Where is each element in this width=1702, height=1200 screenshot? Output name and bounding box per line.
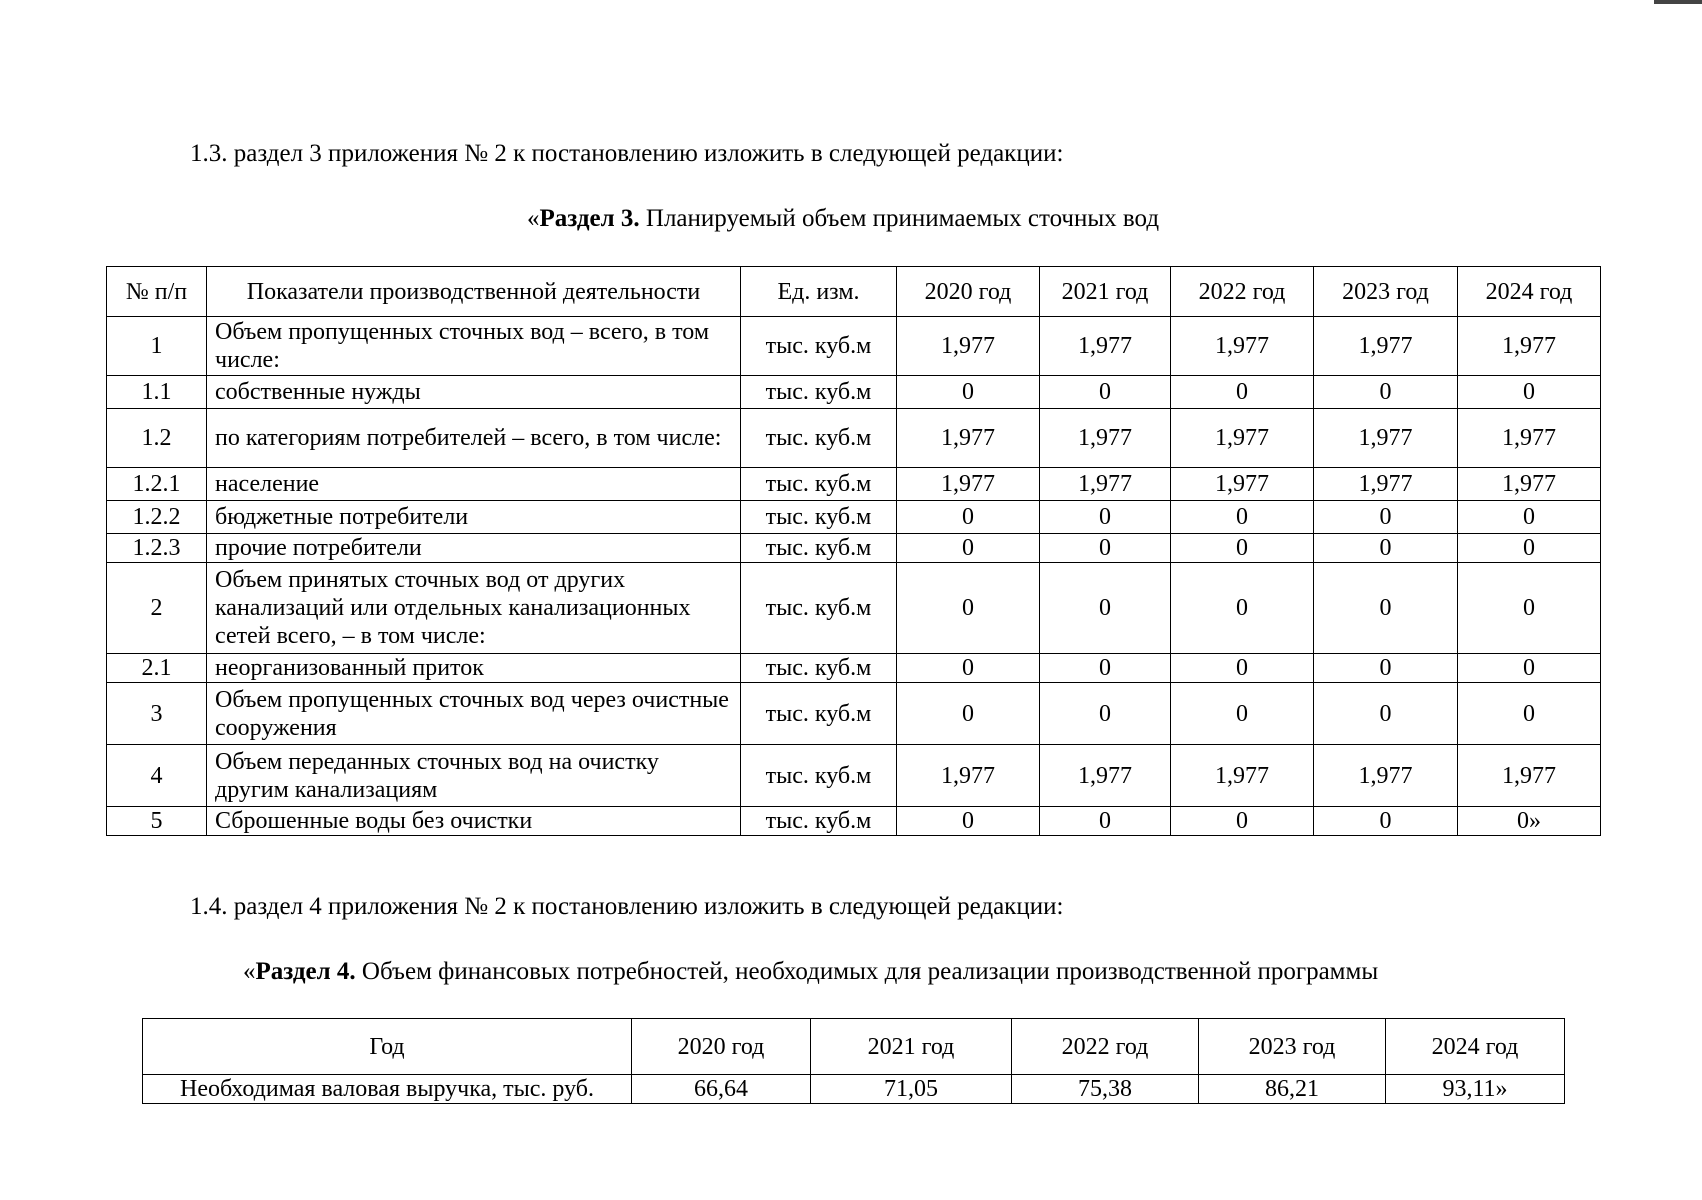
value-cell: 0: [1040, 807, 1171, 836]
value-cell: 1,977: [1171, 317, 1314, 376]
col-header-2020: 2020 год: [632, 1019, 811, 1075]
value-cell: 0: [1458, 501, 1601, 534]
value-cell: 0: [897, 807, 1040, 836]
value-cell: 66,64: [632, 1075, 811, 1104]
row-number: 1.2.2: [107, 501, 207, 534]
table-row: [107, 376, 1601, 409]
row-number: 1: [107, 317, 207, 376]
value-cell: 93,11»: [1386, 1075, 1565, 1104]
col-header-2024: 2024 год: [1458, 267, 1601, 317]
value-cell: 0: [1040, 501, 1171, 534]
value-cell: 0: [897, 376, 1040, 409]
value-cell: 1,977: [1314, 745, 1458, 807]
value-cell: 0: [897, 683, 1040, 745]
table-row: [107, 563, 1601, 654]
unit-cell: тыс. куб.м: [741, 501, 897, 534]
value-cell: 0: [1314, 376, 1458, 409]
value-cell: 0: [1458, 654, 1601, 683]
table-row: [107, 654, 1601, 683]
wastewater-volume-table: [106, 266, 1601, 836]
value-cell: 1,977: [1171, 409, 1314, 468]
col-header-2022: 2022 год: [1171, 267, 1314, 317]
value-cell: 1,977: [1040, 468, 1171, 501]
table-header-row: [107, 267, 1601, 317]
row-number: 1.2.1: [107, 468, 207, 501]
section3-intro: 1.3. раздел 3 приложения № 2 к постановлению изложить в следующей редакции:: [190, 140, 1064, 167]
section4-heading-label: Раздел 4.: [255, 958, 356, 985]
value-cell: 0: [1171, 654, 1314, 683]
table-row: [143, 1075, 1565, 1104]
value-cell: 1,977: [1040, 745, 1171, 807]
value-cell: 0: [1458, 376, 1601, 409]
row-number: 4: [107, 745, 207, 807]
value-cell: 0: [1314, 683, 1458, 745]
indicator-name: собственные нужды: [207, 376, 741, 409]
row-number: 2: [107, 563, 207, 654]
value-cell: 1,977: [1458, 468, 1601, 501]
value-cell: 86,21: [1199, 1075, 1386, 1104]
value-cell: 1,977: [897, 317, 1040, 376]
unit-cell: тыс. куб.м: [741, 468, 897, 501]
value-cell: 1,977: [1458, 317, 1601, 376]
section3-heading-label: Раздел 3.: [539, 205, 640, 232]
col-header-number: № п/п: [107, 267, 207, 317]
unit-cell: тыс. куб.м: [741, 683, 897, 745]
col-header-2020: 2020 год: [897, 267, 1040, 317]
value-cell: 0: [1314, 807, 1458, 836]
value-cell: 0: [1171, 683, 1314, 745]
value-cell: 1,977: [1040, 409, 1171, 468]
indicator-name: население: [207, 468, 741, 501]
value-cell: 0: [1314, 654, 1458, 683]
value-cell: 0»: [1458, 807, 1601, 836]
value-cell: 0: [1040, 683, 1171, 745]
value-cell: 1,977: [1040, 317, 1171, 376]
value-cell: 1,977: [1171, 468, 1314, 501]
value-cell: 0: [1458, 563, 1601, 654]
value-cell: 0: [1040, 376, 1171, 409]
value-cell: 1,977: [897, 468, 1040, 501]
table-row: [107, 501, 1601, 534]
value-cell: 1,977: [897, 745, 1040, 807]
value-cell: 75,38: [1012, 1075, 1199, 1104]
indicator-name: бюджетные потребители: [207, 501, 741, 534]
indicator-name: по категориям потребителей – всего, в том числе:: [207, 409, 741, 468]
col-header-2022: 2022 год: [1012, 1019, 1199, 1075]
row-number: 5: [107, 807, 207, 836]
indicator-name: Объем пропущенных сточных вод через очистные сооружения: [207, 683, 741, 745]
unit-cell: тыс. куб.м: [741, 409, 897, 468]
unit-cell: тыс. куб.м: [741, 534, 897, 563]
row-number: 1.1: [107, 376, 207, 409]
value-cell: 0: [1171, 534, 1314, 563]
col-header-2023: 2023 год: [1314, 267, 1458, 317]
value-cell: 1,977: [1458, 409, 1601, 468]
unit-cell: тыс. куб.м: [741, 317, 897, 376]
revenue-label: Необходимая валовая выручка, тыс. руб.: [143, 1075, 632, 1104]
col-header-2021: 2021 год: [1040, 267, 1171, 317]
value-cell: 0: [897, 654, 1040, 683]
table-row: [107, 317, 1601, 376]
value-cell: 0: [1171, 501, 1314, 534]
value-cell: 0: [1171, 563, 1314, 654]
value-cell: 71,05: [811, 1075, 1012, 1104]
row-number: 2.1: [107, 654, 207, 683]
table-row: [107, 683, 1601, 745]
value-cell: 0: [897, 534, 1040, 563]
unit-cell: тыс. куб.м: [741, 807, 897, 836]
indicator-name: Объем принятых сточных вод от других канализаций или отдельных канализационных сетей всего, – в том числе:: [207, 563, 741, 654]
value-cell: 1,977: [1314, 468, 1458, 501]
row-number: 3: [107, 683, 207, 745]
row-number: 1.2: [107, 409, 207, 468]
indicator-name: Сброшенные воды без очистки: [207, 807, 741, 836]
indicator-name: прочие потребители: [207, 534, 741, 563]
value-cell: 1,977: [1458, 745, 1601, 807]
value-cell: 0: [1040, 654, 1171, 683]
value-cell: 1,977: [1314, 317, 1458, 376]
col-header-2021: 2021 год: [811, 1019, 1012, 1075]
col-header-indicator: Показатели производственной деятельности: [207, 267, 741, 317]
value-cell: 0: [1171, 376, 1314, 409]
value-cell: 0: [897, 563, 1040, 654]
section4-heading: [243, 957, 1378, 987]
indicator-name: Объем пропущенных сточных вод – всего, в том числе:: [207, 317, 741, 376]
unit-cell: тыс. куб.м: [741, 745, 897, 807]
table-row: [107, 409, 1601, 468]
value-cell: 1,977: [1314, 409, 1458, 468]
value-cell: 0: [1314, 501, 1458, 534]
value-cell: 0: [1040, 534, 1171, 563]
row-number: 1.2.3: [107, 534, 207, 563]
section4-heading-text: Объем финансовых потребностей, необходимых для реализации производственной программы: [355, 958, 1379, 985]
table-row: [107, 745, 1601, 807]
value-cell: 0: [1458, 534, 1601, 563]
value-cell: 0: [897, 501, 1040, 534]
unit-cell: тыс. куб.м: [741, 654, 897, 683]
table-header-row: [143, 1019, 1565, 1075]
value-cell: 0: [1171, 807, 1314, 836]
value-cell: 1,977: [1171, 745, 1314, 807]
value-cell: 0: [1314, 563, 1458, 654]
col-header-2023: 2023 год: [1199, 1019, 1386, 1075]
unit-cell: тыс. куб.м: [741, 563, 897, 654]
value-cell: 0: [1458, 683, 1601, 745]
section4-intro: 1.4. раздел 4 приложения № 2 к постановлению изложить в следующей редакции:: [190, 893, 1064, 920]
section3-heading-quote: «: [527, 205, 540, 232]
financial-needs-table: [142, 1018, 1565, 1104]
indicator-name: неорганизованный приток: [207, 654, 741, 683]
value-cell: 1,977: [897, 409, 1040, 468]
indicator-name: Объем переданных сточных вод на очистку другим канализациям: [207, 745, 741, 807]
unit-cell: тыс. куб.м: [741, 376, 897, 409]
col-header-unit: Ед. изм.: [741, 267, 897, 317]
value-cell: 0: [1040, 563, 1171, 654]
col-header-2024: 2024 год: [1386, 1019, 1565, 1075]
table-row: [107, 534, 1601, 563]
scan-edge-mark: [1654, 0, 1702, 4]
col-header-year: Год: [143, 1019, 632, 1075]
section3-heading-text: Планируемый объем принимаемых сточных вод: [639, 205, 1160, 232]
value-cell: 0: [1314, 534, 1458, 563]
section3-heading: [527, 204, 1159, 234]
table-row: [107, 807, 1601, 836]
section4-heading-quote: «: [243, 958, 256, 985]
table-row: [107, 468, 1601, 501]
